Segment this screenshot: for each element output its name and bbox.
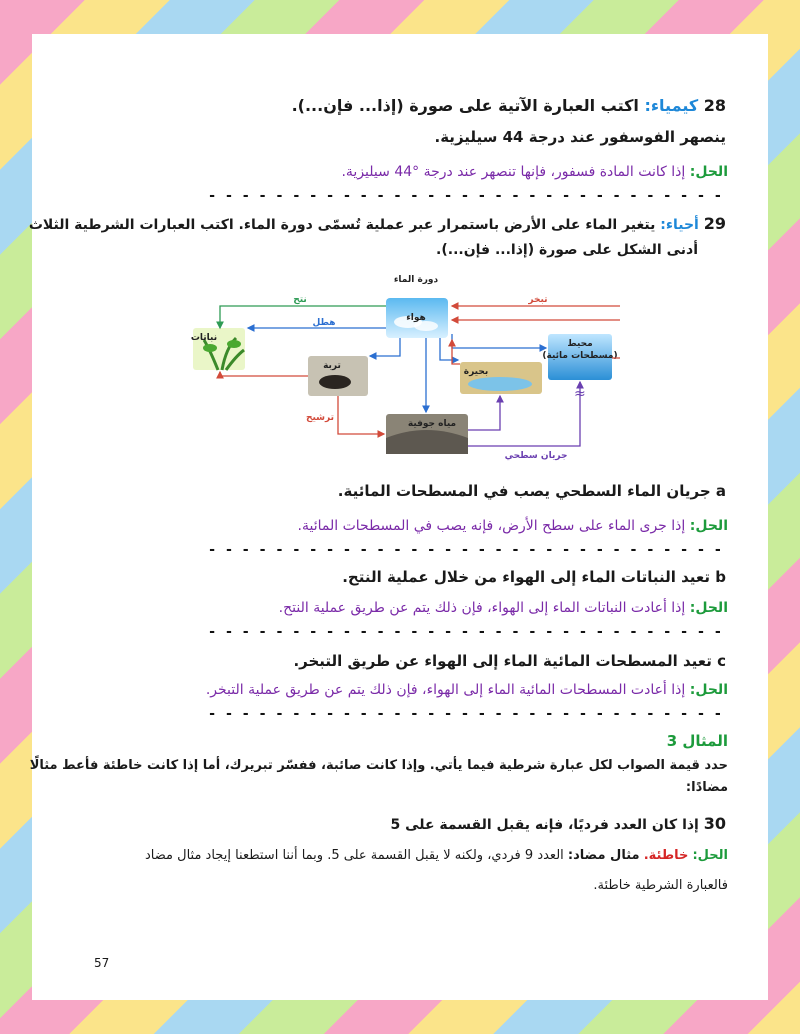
separator: - - - - - - - - - - - - - - - - - - - - - - - - - - - - - - - [207, 706, 722, 722]
wave-icon: ≈ [574, 386, 586, 402]
question-instruction: اكتب العبارة الآتية على صورة (إذا... فإن...). [291, 96, 639, 115]
solution-label: الحل: [692, 848, 728, 863]
question-28 [292, 96, 726, 115]
solution-text: إذا جرى الماء على سطح الأرض، فإنه يصب في المسطحات المائية. [297, 518, 686, 534]
separator: - - - - - - - - - - - - - - - - - - - - - - - - - - - - - - - [207, 188, 722, 204]
page [28, 34, 768, 1000]
counterexample-label: مثال مضاد: [567, 848, 640, 863]
precipitation-soil-arrow [370, 338, 400, 356]
question-c [293, 652, 726, 670]
water-cycle-svg [160, 270, 620, 465]
question-29 [29, 214, 726, 233]
separator: - - - - - - - - - - - - - - - - - - - - - - - - - - - - - - - [207, 624, 722, 640]
solution-text: إذا أعادت النباتات الماء إلى الهواء، فإن ذلك يتم عن طريق عملية النتح. [278, 600, 686, 616]
question-statement: ينصهر الفوسفور عند درجة 44 سيليزية. [434, 128, 726, 146]
part-letter: a [715, 482, 726, 500]
solution-label: الحل: [689, 682, 728, 698]
solution-label: الحل: [689, 518, 728, 534]
soil-plants-arrow [220, 372, 308, 376]
question-b [342, 568, 726, 586]
solution-30-line2: فالعبارة الشرطية خاطئة. [593, 878, 728, 893]
question-text-line2: أدنى الشكل على صورة (إذا... فإن...). [436, 242, 698, 258]
precipitation-ocean-arrow [452, 334, 546, 348]
question-number: 29 [703, 214, 726, 233]
solution-a [298, 518, 728, 534]
subject-label: أحياء: [660, 217, 699, 233]
question-text: إذا كان العدد فرديًا، فإنه يقبل القسمة على 5 [390, 817, 699, 833]
solution-text: العدد 9 فردي، ولكنه لا يقبل القسمة على 5. وبما أننا استطعنا إيجاد مثال مضاد [145, 848, 564, 863]
solution-30 [145, 848, 728, 863]
plants-label: نباتات [190, 333, 218, 343]
soil-label: تربة [323, 361, 341, 371]
solution-b [279, 600, 728, 616]
question-number: 30 [703, 814, 726, 833]
solution-text: إذا أعادت المسطحات المائية الماء إلى الهواء، فإن ذلك يتم عن طريق عملية التبخر. [205, 682, 686, 698]
transpiration-arrow [220, 306, 386, 328]
ocean-sub-label: (مسطحات مائية) [542, 351, 618, 361]
precipitation-label: هطل [312, 318, 336, 328]
part-text: تعيد المسطحات المائية الماء إلى الهواء عن طريق التبخر. [293, 652, 712, 670]
ocean-label: محيط [567, 339, 593, 349]
part-text: جريان الماء السطحي يصب في المسطحات المائية. [337, 482, 711, 500]
groundwater-lake-arrow [468, 396, 500, 430]
runoff-label: جريان سطحي [504, 451, 568, 461]
precipitation-lake-arrow [440, 338, 458, 360]
groundwater-label: مياه جوفية [407, 419, 457, 429]
infiltration-label: ترشيح [306, 413, 334, 423]
separator: - - - - - - - - - - - - - - - - - - - - - - - - - - - - - - - [207, 542, 722, 558]
solution-28 [341, 164, 728, 180]
water-cycle-diagram [160, 270, 620, 465]
question-text: يتغير الماء على الأرض باستمرار عبر عملية تُسمّى دورة الماء. اكتب العبارات الشرطية الثلاث [28, 217, 656, 233]
example-instruction-line2: مضادًا: [685, 780, 728, 795]
example-title: المثال 3 [666, 732, 728, 750]
question-a [338, 482, 726, 500]
solution-label: الحل: [689, 164, 728, 180]
solution-label: الحل: [689, 600, 728, 616]
part-letter: c [717, 652, 726, 670]
solution-text: إذا كانت المادة فسفور، فإنها تنصهر عند درجة °44 سيليزية. [341, 164, 686, 180]
question-number: 28 [703, 96, 726, 115]
subject-label: كيمياء: [644, 96, 699, 115]
infiltration-arrow [338, 396, 384, 434]
solution-c [206, 682, 728, 698]
page-number: 57 [94, 956, 110, 970]
air-label: هواء [406, 313, 426, 323]
lake-label: بحيرة [463, 367, 489, 377]
solution-verdict: خاطئة. [643, 848, 689, 863]
evaporation-label: تبخر [528, 295, 548, 305]
transpiration-label: نتح [293, 295, 307, 305]
part-text: تعيد النباتات الماء إلى الهواء من خلال عملية النتح. [342, 568, 711, 586]
diagram-title: دورة الماء [393, 275, 439, 285]
question-30 [390, 814, 726, 833]
part-letter: b [715, 568, 726, 586]
example-instruction: حدد قيمة الصواب لكل عبارة شرطية فيما يأتي. وإذا كانت صائبة، ففسّر تبريرك، أما إذا كانت خاطئة فأعط مثالًا [29, 758, 728, 773]
